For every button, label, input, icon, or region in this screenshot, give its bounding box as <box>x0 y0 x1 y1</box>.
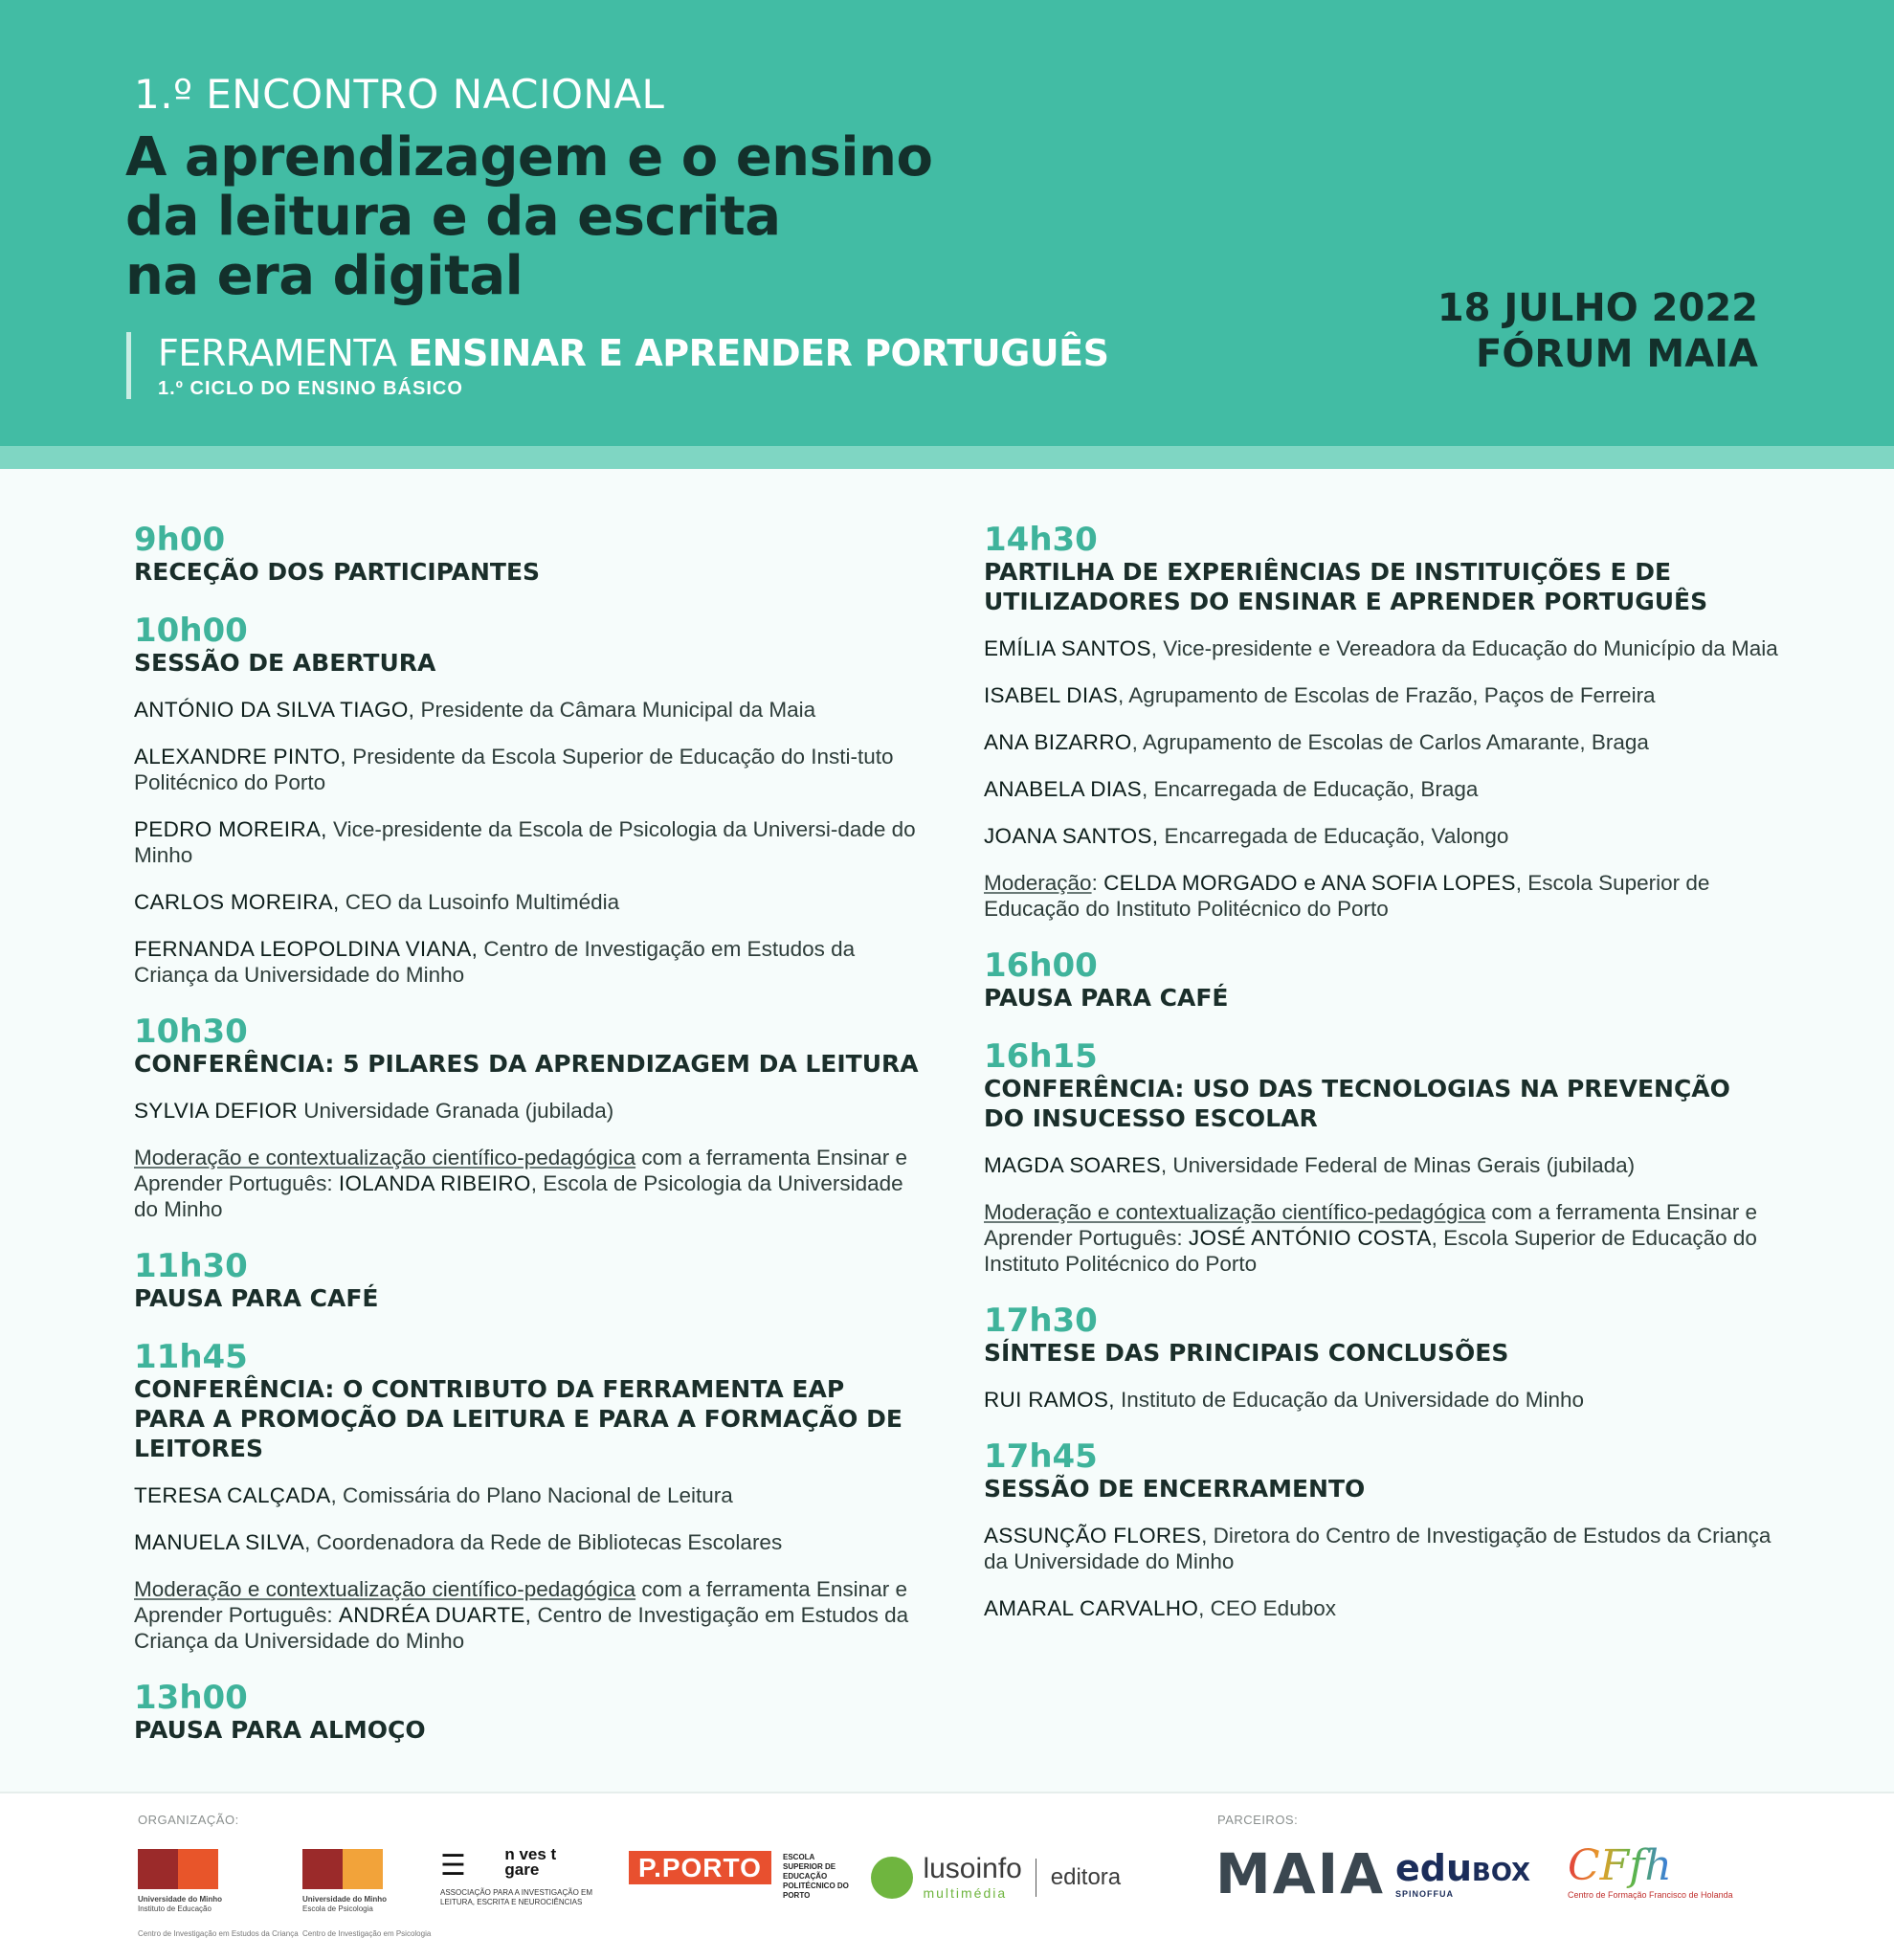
session-time: 9h00 <box>134 521 226 559</box>
program-block <box>134 1681 919 1745</box>
organization-label: ORGANIZAÇÃO: <box>138 1813 239 1827</box>
speaker-entry <box>984 1152 1778 1178</box>
um-ie-unit: Instituto de Educação <box>138 1904 212 1913</box>
speaker-entry <box>984 1595 1778 1621</box>
program-block <box>134 1249 919 1313</box>
logo-aire <box>440 1847 603 1907</box>
session-title: SÍNTESE DAS PRINCIPAIS CONCLUSÕES <box>984 1339 1509 1367</box>
cffh-mark: CFfh <box>1568 1841 1733 1890</box>
speaker-affiliation: , Agrupamento de Escolas de Frazão, Paços de Ferreira <box>1118 683 1656 707</box>
speaker-entry <box>984 823 1778 849</box>
speaker-entry <box>984 635 1778 661</box>
speaker-affiliation: Vice-presidente da Escola de Psicologia da Universi-dade do Minho <box>134 817 916 867</box>
session-title: PARTILHA DE EXPERIÊNCIAS DE INSTITUIÇÕES E DE UTILIZADORES DO ENSINAR E APRENDER PORTUGUÊS <box>984 558 1708 615</box>
speaker-entry <box>984 1387 1778 1413</box>
speaker-entry <box>134 1482 919 1508</box>
speaker-entry <box>134 816 919 868</box>
header-strip <box>0 446 1894 469</box>
speaker-affiliation: , Comissária do Plano Nacional de Leitura <box>330 1483 733 1507</box>
session-title: CONFERÊNCIA: USO DAS TECNOLOGIAS NA PREVENÇÃO DO INSUCESSO ESCOLAR <box>984 1075 1730 1132</box>
speaker-affiliation: Centro de Investigação em Estudos da Criança da Universidade do Minho <box>134 937 856 987</box>
moderation-entry <box>984 1199 1778 1277</box>
session-time: 16h00 <box>984 947 1098 985</box>
partners-label: PARCEIROS: <box>1217 1813 1299 1827</box>
session-title: PAUSA PARA CAFÉ <box>984 984 1229 1012</box>
speaker-name: MANUELA SILVA <box>134 1530 305 1554</box>
speaker-affiliation: , Universidade Federal de Minas Gerais (jubilada) <box>1160 1153 1636 1177</box>
logo-um-ep <box>302 1849 431 1938</box>
aire-caption: ASSOCIAÇÃO PARA A INVESTIGAÇÃO EM LEITURA, ESCRITA E NEUROCIÊNCIAS <box>440 1888 593 1906</box>
speaker-name: EMÍLIA SANTOS <box>984 636 1151 660</box>
session-title: SESSÃO DE ENCERRAMENTO <box>984 1475 1366 1503</box>
speaker-name: JOANA SANTOS, <box>984 824 1159 848</box>
um-logo-icon <box>343 1849 383 1889</box>
moderation-text: : <box>1091 871 1104 895</box>
session-time: 17h30 <box>984 1302 1098 1340</box>
speaker-entry <box>984 1523 1778 1574</box>
speaker-affiliation: , Agrupamento de Escolas de Carlos Amarante, Braga <box>1131 730 1649 754</box>
um-ep-unit: Escola de Psicologia <box>302 1904 373 1913</box>
cffh-sub: Centro de Formação Francisco de Holanda <box>1568 1890 1733 1900</box>
um-logo-icon <box>302 1849 343 1889</box>
header-banner <box>0 0 1894 446</box>
event-date: 18 JULHO 2022 <box>1437 286 1758 330</box>
speaker-entry <box>984 776 1778 802</box>
speaker-affiliation: Encarregada de Educação, Valongo <box>1158 824 1509 848</box>
session-title: CONFERÊNCIA: O CONTRIBUTO DA FERRAMENTA EAP PARA A PROMOÇÃO DA LEITURA E PARA A FORMAÇÃO DE LEITORES <box>134 1375 902 1462</box>
moderation-text: com a ferramenta Ensinar e Aprender Português: <box>134 1146 907 1195</box>
program-block <box>134 523 919 587</box>
speaker-affiliation: CEO da Lusoinfo Multimédia <box>339 890 620 914</box>
session-title: SESSÃO DE ABERTURA <box>134 649 436 677</box>
aire-words: n ves t gare <box>504 1845 557 1879</box>
moderator-affiliation: , Escola Superior de Educação do Instituto Politécnico do Porto <box>984 1226 1757 1276</box>
tool-subtitle: 1.º CICLO DO ENSINO BÁSICO <box>158 378 463 399</box>
lusoinfo-word: lusoinfo <box>923 1853 1022 1884</box>
edubox-sub: SPINOFFUA <box>1395 1889 1455 1899</box>
moderation-entry <box>984 870 1778 922</box>
session-time: 11h30 <box>134 1247 248 1285</box>
um-ep-name: Universidade do Minho <box>302 1895 388 1904</box>
speaker-name: ANTÓNIO DA SILVA TIAGO, <box>134 698 415 722</box>
tool-label-bold: ENSINAR E APRENDER PORTUGUÊS <box>408 332 1109 374</box>
speaker-affiliation: , Encarregada de Educação, Braga <box>1141 777 1479 801</box>
program-block <box>984 523 1778 922</box>
title-line: na era digital <box>125 245 524 307</box>
um-ie-center: Centro de Investigação em Estudos da Criança <box>138 1929 299 1938</box>
speaker-name: ISABEL DIAS <box>984 683 1119 707</box>
tool-block <box>126 332 1109 399</box>
program-block <box>134 1014 919 1222</box>
moderator-affiliation: , Escola de Psicologia da Universidade do Minho <box>134 1171 903 1221</box>
program-column-right <box>984 523 1778 1648</box>
moderator-name: IOLANDA RIBEIRO <box>338 1171 531 1195</box>
program-block <box>984 948 1778 1013</box>
speaker-entry <box>134 697 919 723</box>
title-line: da leitura e da escrita <box>125 186 781 248</box>
lusoinfo-leaf-icon <box>871 1857 913 1899</box>
session-title: PAUSA PARA ALMOÇO <box>134 1716 426 1744</box>
speaker-name: FERNANDA LEOPOLDINA VIANA, <box>134 937 479 961</box>
session-time: 14h30 <box>984 521 1098 559</box>
speaker-affiliation: Presidente da Câmara Municipal da Maia <box>414 698 816 722</box>
program-block <box>984 1303 1778 1413</box>
lusoinfo-sub: multimédia <box>923 1885 1008 1901</box>
speaker-name: ANA BIZARRO <box>984 730 1132 754</box>
speaker-entry <box>134 1529 919 1555</box>
session-title: PAUSA PARA CAFÉ <box>134 1284 379 1312</box>
event-kicker: 1.º ENCONTRO NACIONAL <box>134 71 665 118</box>
speaker-affiliation: Instituto de Educação da Universidade do Minho <box>1114 1388 1585 1412</box>
program-column-left <box>134 523 919 1771</box>
speaker-name: PEDRO MOREIRA, <box>134 817 327 841</box>
speaker-name: AMARAL CARVALHO <box>984 1596 1199 1620</box>
logo-um-ie <box>138 1849 299 1938</box>
moderation-label: Moderação e contextualização científico-pedagógica <box>984 1200 1486 1224</box>
moderator-affiliation: , Escola Superior de Educação do Instituto Politécnico do Porto <box>984 871 1710 921</box>
logo-lusoinfo <box>871 1853 1121 1903</box>
speaker-name: ANABELA DIAS <box>984 777 1142 801</box>
speaker-name: RUI RAMOS, <box>984 1388 1115 1412</box>
speaker-name: TERESA CALÇADA <box>134 1483 331 1507</box>
date-venue <box>1437 285 1758 377</box>
session-time: 11h45 <box>134 1338 248 1376</box>
tool-label-thin: FERRAMENTA <box>158 332 397 374</box>
speaker-name: ALEXANDRE PINTO, <box>134 745 346 768</box>
speaker-affiliation: , CEO Edubox <box>1198 1596 1336 1620</box>
event-venue: FÓRUM MAIA <box>1476 332 1758 376</box>
speaker-name: ASSUNÇÃO FLORES <box>984 1524 1202 1548</box>
moderation-entry <box>134 1576 919 1654</box>
program-block <box>984 1039 1778 1277</box>
moderation-entry <box>134 1145 919 1222</box>
session-title: RECEÇÃO DOS PARTICIPANTES <box>134 558 541 586</box>
speaker-affiliation: Presidente da Escola Superior de Educação do Insti-tuto Politécnico do Porto <box>134 745 894 794</box>
speaker-affiliation: , Vice-presidente e Vereadora da Educação do Município da Maia <box>1150 636 1778 660</box>
session-time: 10h30 <box>134 1013 248 1051</box>
speaker-entry <box>984 682 1778 708</box>
speaker-entry <box>134 936 919 988</box>
session-time: 10h00 <box>134 612 248 650</box>
speaker-entry <box>984 729 1778 755</box>
moderation-text: com a ferramenta Ensinar e Aprender Português: <box>134 1577 907 1627</box>
session-time: 16h15 <box>984 1037 1098 1076</box>
speaker-entry <box>134 1098 919 1124</box>
pporto-mark: P.PORTO <box>629 1851 771 1884</box>
speaker-entry <box>134 889 919 915</box>
um-ie-name: Universidade do Minho <box>138 1895 223 1904</box>
moderation-label: Moderação e contextualização científico-pedagógica <box>134 1577 636 1601</box>
logo-pporto <box>629 1853 771 1883</box>
um-ep-center: Centro de Investigação em Psicologia <box>302 1929 432 1938</box>
program-block <box>984 1439 1778 1621</box>
event-title <box>125 128 932 306</box>
um-logo-icon <box>178 1849 218 1889</box>
speaker-affiliation: , Diretora do Centro de Investigação de Estudos da Criança da Universidade do Minho <box>984 1524 1771 1573</box>
moderator-affiliation: Centro de Investigação em Estudos da Criança da Universidade do Minho <box>134 1603 909 1653</box>
session-title: CONFERÊNCIA: 5 PILARES DA APRENDIZAGEM DA LEITURA <box>134 1050 919 1078</box>
speaker-name: MAGDA SOARES <box>984 1153 1161 1177</box>
speaker-name: SYLVIA DEFIOR <box>134 1099 299 1123</box>
logo-maia: MAIA <box>1215 1841 1386 1906</box>
speaker-affiliation: , Coordenadora da Rede de Bibliotecas Escolares <box>304 1530 783 1554</box>
logo-edubox <box>1395 1847 1530 1899</box>
pporto-caption: ESCOLA SUPERIOR DE EDUCAÇÃO POLITÉCNICO DO PORTO <box>783 1853 849 1900</box>
tool-name <box>158 332 1109 374</box>
edubox-box: BOX <box>1472 1859 1531 1887</box>
program-block <box>134 613 919 988</box>
footer <box>0 1792 1894 1960</box>
moderator-name: CELDA MORGADO e ANA SOFIA LOPES <box>1103 871 1516 895</box>
moderation-label: Moderação <box>984 871 1092 895</box>
logo-cffh <box>1568 1841 1733 1900</box>
edubox-edu: edu <box>1395 1847 1473 1889</box>
moderator-name: ANDRÉA DUARTE, <box>338 1603 532 1627</box>
program-block <box>134 1340 919 1654</box>
moderation-text: com a ferramenta Ensinar e Aprender Português: <box>984 1200 1757 1250</box>
moderation-label: Moderação e contextualização científico-pedagógica <box>134 1146 636 1169</box>
um-logo-icon <box>138 1849 178 1889</box>
lusoinfo-editora: editora <box>1050 1864 1122 1890</box>
title-line: A aprendizagem e o ensino <box>125 126 933 189</box>
session-time: 13h00 <box>134 1679 248 1717</box>
session-time: 17h45 <box>984 1437 1098 1476</box>
speaker-name: CARLOS MOREIRA, <box>134 890 340 914</box>
aire-mark-icon: ☰ <box>440 1850 466 1882</box>
speaker-affiliation: Universidade Granada (jubilada) <box>298 1099 614 1123</box>
moderator-name: JOSÉ ANTÓNIO COSTA <box>1188 1226 1432 1250</box>
speaker-entry <box>134 744 919 795</box>
